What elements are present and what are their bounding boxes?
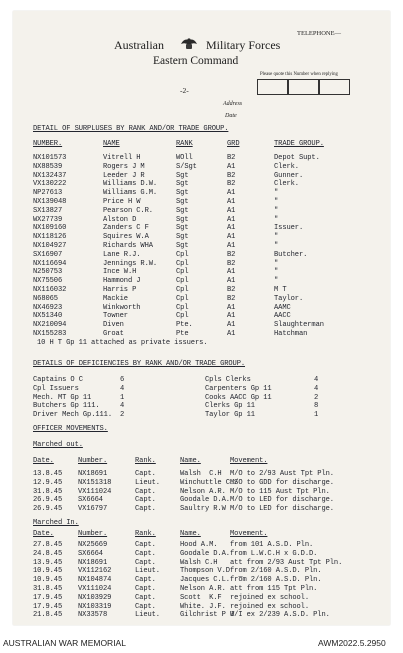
surpluses-rank-cell: Cpl xyxy=(176,303,189,312)
marched-out-rank-cell: Capt. xyxy=(135,505,156,514)
marched-in-col-rank: Rank. xyxy=(135,530,156,538)
marched-in-name-cell: Scott K.F xyxy=(180,593,222,602)
surpluses-number-cell: N68065 xyxy=(33,294,58,303)
deficiency-count: 2 xyxy=(120,411,125,420)
marched-in-movement-cell: from 2/160 A.S.D. Pln. xyxy=(230,567,322,576)
reference-box-1 xyxy=(257,79,288,95)
surpluses-grade-cell: B2 xyxy=(227,259,236,268)
marched-out-date-cell: 26.9.45 xyxy=(33,496,63,505)
surpluses-rank-cell: Cpl xyxy=(176,259,189,268)
deficiency-count: 8 xyxy=(314,402,319,411)
marched-in-col-movement: Movement. xyxy=(230,530,268,538)
surpluses-name-cell: Harris P xyxy=(103,286,137,294)
surpluses-rank-cell: Pte. xyxy=(176,321,193,330)
surpluses-rank-cell: Sgt xyxy=(176,206,189,215)
surpluses-trade-group-cell: " xyxy=(274,189,279,198)
marched-out-rank-cell: Capt. xyxy=(135,470,156,478)
address-label: Address xyxy=(223,101,243,107)
surpluses-number-cell: NX132437 xyxy=(33,171,67,180)
surpluses-note: 10 H T Gp 11 attached as private issuers. xyxy=(37,339,208,347)
surpluses-grade-cell: A1 xyxy=(227,162,236,171)
surpluses-grade-cell: A1 xyxy=(227,330,236,338)
deficiencies-heading: DETAILS OF DEFICIENCIES BY RANK AND/OR TRADE GROUP. xyxy=(33,360,246,368)
deficiency-label: Driver Mech Gp.111. xyxy=(33,411,112,420)
marched-in-rank-cell: Capt. xyxy=(135,549,156,558)
deficiency-label: Carpenters Gp 11 xyxy=(205,384,272,393)
marched-in-name-cell: Jacques C.L. xyxy=(180,576,230,585)
surpluses-trade-group-cell: " xyxy=(274,242,279,250)
surpluses-grade-cell: A1 xyxy=(227,224,236,233)
marched-out-movement-cell: M/O to LED for discharge. xyxy=(230,505,334,514)
surpluses-rank-cell: Sgt xyxy=(176,189,189,198)
marched-out-date-cell: 12.9.45 xyxy=(33,478,63,487)
surpluses-name-cell: Price H W xyxy=(103,198,141,206)
marched-in-rank-cell: Capt. xyxy=(135,585,156,593)
deficiency-count: 1 xyxy=(120,393,125,402)
surpluses-rank-cell: Sgt xyxy=(176,215,189,224)
surpluses-trade-group-cell: Hatchman xyxy=(274,330,308,338)
marched-in-date-cell: 10.9.45 xyxy=(33,567,63,576)
surpluses-name-cell: Zanders C F xyxy=(103,224,149,233)
marched-in-movement-cell: from L.W.C.H x G.D.D. xyxy=(230,549,318,558)
marched-out-movement-cell: M/O to 115 Aust Tpt Pln. xyxy=(230,487,330,496)
marched-in-rank-cell: Lieut. xyxy=(135,567,160,576)
surpluses-name-cell: Leeder J R xyxy=(103,171,145,180)
surpluses-grade-cell: A1 xyxy=(227,215,236,224)
marched-in-rank-cell: Capt. xyxy=(135,541,156,549)
surpluses-number-cell: NX75506 xyxy=(33,277,63,286)
surpluses-number-cell: VX130222 xyxy=(33,180,67,189)
surpluses-trade-group-cell: Gunner. xyxy=(274,171,304,180)
reference-box-3 xyxy=(319,79,350,95)
surpluses-name-cell: Mackie xyxy=(103,294,128,303)
surpluses-trade-group-cell: Issuer. xyxy=(274,224,304,233)
marched-in-col-number: Number. xyxy=(78,530,108,538)
surpluses-grade-cell: B2 xyxy=(227,154,236,162)
surpluses-trade-group-cell: Taylor. xyxy=(274,294,304,303)
deficiency-label: Butchers Gp 111. xyxy=(33,402,100,411)
marched-out-number-cell: SX6664 xyxy=(78,496,103,505)
marched-in-date-cell: 27.8.45 xyxy=(33,541,63,549)
surpluses-grade-cell: B2 xyxy=(227,180,236,189)
command-name: Eastern Command xyxy=(153,55,239,67)
marched-in-movement-cell: att from 115 Tpt Pln. xyxy=(230,585,318,593)
marched-out-heading: Marched out. xyxy=(33,441,83,449)
surpluses-number-cell: SX13827 xyxy=(33,206,63,215)
date-label: Date xyxy=(225,113,237,119)
marched-in-rank-cell: Capt. xyxy=(135,558,156,567)
marched-in-rank-cell: Capt. xyxy=(135,602,156,611)
marched-out-name-cell: Saultry R.W xyxy=(180,505,226,514)
surpluses-name-cell: Vitrell H xyxy=(103,154,141,162)
surpluses-trade-group-cell: " xyxy=(274,206,279,215)
surpluses-grade-cell: A1 xyxy=(227,206,236,215)
document-sheet xyxy=(13,11,390,625)
marched-in-movement-cell: W/I ex 2/239 A.S.D. Pln. xyxy=(230,611,330,620)
marched-in-movement-cell: fro̅m 2/160 A.S.D. Pln. xyxy=(230,576,322,585)
surpluses-name-cell: Williams G.M. xyxy=(103,189,158,198)
surpluses-number-cell: NX46923 xyxy=(33,303,63,312)
surpluses-grade-cell: A1 xyxy=(227,303,236,312)
marched-out-col-name: Name. xyxy=(180,457,201,465)
marched-in-col-date: Date. xyxy=(33,530,54,538)
marched-out-date-cell: 31.8.45 xyxy=(33,487,63,496)
surpluses-grade-cell: A1 xyxy=(227,198,236,206)
marched-in-movement-cell: rejoined ex school. xyxy=(230,602,309,611)
marched-in-heading: Marched In. xyxy=(33,519,79,527)
marched-out-number-cell: NX18691 xyxy=(78,470,108,478)
surpluses-rank-cell: Pte xyxy=(176,330,189,338)
surpluses-number-cell: NX116694 xyxy=(33,259,67,268)
surpluses-grade-cell: B2 xyxy=(227,286,236,294)
surpluses-number-cell: NP27613 xyxy=(33,189,63,198)
marched-out-date-cell: 26.9.45 xyxy=(33,505,63,514)
marched-out-movement-cell: M/O to GDD for discharge. xyxy=(230,478,334,487)
marched-in-name-cell: Walsh C.H xyxy=(180,558,218,567)
surpluses-name-cell: Pearson C.R. xyxy=(103,206,153,215)
deficiency-label: Cpls Clerks xyxy=(205,376,251,384)
footer-accession-number: AWM2022.5.2950 xyxy=(318,638,386,648)
surpluses-number-cell: NX116032 xyxy=(33,286,67,294)
surpluses-col-trade-group: TRADE GROUP. xyxy=(274,140,324,148)
surpluses-name-cell: Richards WHA xyxy=(103,242,153,250)
surpluses-number-cell: SX16907 xyxy=(33,250,63,259)
marched-out-rank-cell: Capt. xyxy=(135,496,156,505)
marched-in-date-cell: 21.8.45 xyxy=(33,611,63,620)
surpluses-name-cell: Groat xyxy=(103,330,124,338)
surpluses-rank-cell: Sgt xyxy=(176,171,189,180)
surpluses-rank-cell: Sgt xyxy=(176,224,189,233)
surpluses-trade-group-cell: Clerk. xyxy=(274,180,299,189)
surpluses-rank-cell: Cpl xyxy=(176,268,189,277)
surpluses-name-cell: Winkworth xyxy=(103,303,141,312)
org-name-right: Military Forces xyxy=(206,38,281,52)
surpluses-rank-cell: Sgt xyxy=(176,198,189,206)
marched-in-col-name: Name. xyxy=(180,530,201,538)
marched-in-number-cell: SX6664 xyxy=(78,549,103,558)
surpluses-trade-group-cell: " xyxy=(274,198,279,206)
surpluses-rank-cell: Cpl xyxy=(176,312,189,321)
marched-in-date-cell: 13.9.45 xyxy=(33,558,63,567)
surpluses-trade-group-cell: Depot Supt. xyxy=(274,154,320,162)
surpluses-grade-cell: B2 xyxy=(227,294,236,303)
surpluses-rank-cell: Cpl xyxy=(176,294,189,303)
surpluses-name-cell: Towner xyxy=(103,312,128,321)
surpluses-trade-group-cell: Butcher. xyxy=(274,250,308,259)
marched-in-number-cell: NX103319 xyxy=(78,602,112,611)
surpluses-number-cell: N250753 xyxy=(33,268,63,277)
surpluses-trade-group-cell: Slaughterman xyxy=(274,321,324,330)
surpluses-trade-group-cell: " xyxy=(274,233,279,242)
marched-in-name-cell: Goodale D.A. xyxy=(180,549,230,558)
surpluses-grade-cell: A1 xyxy=(227,312,236,321)
marched-out-col-rank: Rank. xyxy=(135,457,156,465)
coat-of-arms-icon xyxy=(179,37,199,51)
surpluses-name-cell: Alston D xyxy=(103,215,137,224)
marched-out-name-cell: Winchuttle C.S xyxy=(180,478,239,487)
surpluses-grade-cell: B2 xyxy=(227,171,236,180)
marched-out-rank-cell: Capt. xyxy=(135,487,156,496)
surpluses-col-name: NAME xyxy=(103,140,120,148)
surpluses-col-rank: RANK xyxy=(176,140,193,148)
surpluses-number-cell: NX139048 xyxy=(33,198,67,206)
marched-in-number-cell: NX103929 xyxy=(78,593,112,602)
marched-in-movement-cell: rejoined ex school. xyxy=(230,593,309,602)
deficiency-label: Mech. MT Gp 11 xyxy=(33,393,92,402)
marched-in-number-cell: VX111024 xyxy=(78,585,112,593)
surpluses-grade-cell: A1 xyxy=(227,233,236,242)
marched-in-number-cell: NX25669 xyxy=(78,541,108,549)
reference-box-2 xyxy=(288,79,319,95)
surpluses-grade-cell: A1 xyxy=(227,189,236,198)
marched-out-name-cell: Walsh C.H xyxy=(180,470,222,478)
deficiency-count: 4 xyxy=(314,384,319,393)
surpluses-rank-cell: Sgt xyxy=(176,242,189,250)
surpluses-number-cell: NX210094 xyxy=(33,321,67,330)
surpluses-number-cell: NX51340 xyxy=(33,312,63,321)
marched-out-col-number: Number. xyxy=(78,457,108,465)
surpluses-grade-cell: A1 xyxy=(227,242,236,250)
marched-out-col-movement: Movement. xyxy=(230,457,268,465)
surpluses-number-cell: NX101573 xyxy=(33,154,67,162)
surpluses-trade-group-cell: " xyxy=(274,277,279,286)
marched-out-name-cell: Goodale D.A. xyxy=(180,496,230,505)
marched-in-rank-cell: Capt. xyxy=(135,576,156,585)
surpluses-trade-group-cell: AACC xyxy=(274,312,291,321)
surpluses-trade-group-cell: " xyxy=(274,215,279,224)
marched-out-rank-cell: Lieut. xyxy=(135,478,160,487)
deficiency-label: Clerks Gp 11 xyxy=(205,402,255,411)
deficiency-label: Captains O C xyxy=(33,376,83,384)
surpluses-number-cell: NX88539 xyxy=(33,162,63,171)
marched-in-date-cell: 17.9.45 xyxy=(33,593,63,602)
deficiency-count: 2 xyxy=(314,393,319,402)
surpluses-heading: DETAIL OF SURPLUSES BY RANK AND/OR TRADE GROUP. xyxy=(33,125,229,133)
surpluses-trade-group-cell: " xyxy=(274,259,279,268)
quote-number-note: Please quote this Number when replying xyxy=(260,72,338,77)
surpluses-grade-cell: A1 xyxy=(227,321,236,330)
surpluses-grade-cell: B2 xyxy=(227,250,236,259)
marched-in-movement-cell: from 101 A.S.D. Pln. xyxy=(230,541,314,549)
deficiency-label: Cooks AACC Gp 11 xyxy=(205,393,272,402)
marched-out-name-cell: Nelson A.R. xyxy=(180,487,226,496)
marched-in-rank-cell: Capt. xyxy=(135,593,156,602)
marched-out-date-cell: 13.8.45 xyxy=(33,470,63,478)
surpluses-rank-cell: Cpl xyxy=(176,286,189,294)
surpluses-trade-group-cell: AAMC xyxy=(274,303,291,312)
marched-out-number-cell: NX151318 xyxy=(78,478,112,487)
marched-in-name-cell: Thompson V.D xyxy=(180,567,230,576)
surpluses-rank-cell: Sgt xyxy=(176,180,189,189)
deficiency-count: 6 xyxy=(120,376,125,384)
marched-in-number-cell: VX112162 xyxy=(78,567,112,576)
surpluses-name-cell: Diven xyxy=(103,321,124,330)
surpluses-name-cell: Squires W.A xyxy=(103,233,149,242)
surpluses-name-cell: Williams D.W. xyxy=(103,180,158,189)
marched-in-number-cell: NX104874 xyxy=(78,576,112,585)
marched-in-number-cell: NX18691 xyxy=(78,558,108,567)
surpluses-trade-group-cell: M T xyxy=(274,286,287,294)
marched-in-name-cell: White. J.F. xyxy=(180,602,226,611)
marched-in-date-cell: 24.8.45 xyxy=(33,549,63,558)
surpluses-rank-cell: Cpl xyxy=(176,250,189,259)
surpluses-rank-cell: WOll xyxy=(176,154,193,162)
deficiency-label: Taylor Gp 11 xyxy=(205,411,255,420)
deficiency-count: 1 xyxy=(314,411,319,420)
marched-in-name-cell: Gilchrist P J xyxy=(180,611,235,620)
surpluses-name-cell: Ince W.H xyxy=(103,268,137,277)
surpluses-name-cell: Jennings R.W. xyxy=(103,259,158,268)
deficiency-count: 4 xyxy=(314,376,319,384)
surpluses-grade-cell: A1 xyxy=(227,277,236,286)
surpluses-trade-group-cell: " xyxy=(274,268,279,277)
page-number: -2- xyxy=(180,86,189,95)
surpluses-number-cell: WX27739 xyxy=(33,215,63,224)
surpluses-trade-group-cell: Clerk. xyxy=(274,162,299,171)
marched-in-rank-cell: Lieut. xyxy=(135,611,160,620)
surpluses-number-cell: NX104927 xyxy=(33,242,67,250)
marched-out-number-cell: VX111024 xyxy=(78,487,112,496)
marched-in-name-cell: Hood A.M. xyxy=(180,541,218,549)
surpluses-col-number: NUMBER. xyxy=(33,140,63,148)
surpluses-number-cell: NX155283 xyxy=(33,330,67,338)
surpluses-grade-cell: A1 xyxy=(227,268,236,277)
org-name-left: Australian xyxy=(114,38,164,52)
deficiency-count: 4 xyxy=(120,402,125,411)
deficiency-label: Cpl Issuers xyxy=(33,384,79,393)
surpluses-rank-cell: Sgt xyxy=(176,233,189,242)
marched-in-date-cell: 31.8.45 xyxy=(33,585,63,593)
marched-out-number-cell: VX16797 xyxy=(78,505,108,514)
surpluses-name-cell: Rogers J M xyxy=(103,162,145,171)
surpluses-number-cell: NX118126 xyxy=(33,233,67,242)
footer-institution: AUSTRALIAN WAR MEMORIAL xyxy=(3,638,126,648)
surpluses-rank-cell: S/Sgt xyxy=(176,162,197,171)
telephone-label: TELEPHONE— xyxy=(297,30,342,37)
marched-in-date-cell: 10.9.45 xyxy=(33,576,63,585)
surpluses-number-cell: NX109160 xyxy=(33,224,67,233)
marched-in-name-cell: Nelson A.R. xyxy=(180,585,226,593)
movements-heading: OFFICER MOVEMENTS. xyxy=(33,425,108,433)
surpluses-col-grade: GRD xyxy=(227,140,240,148)
marched-out-movement-cell: M/O to 2/93 Aust Tpt Pln. xyxy=(230,470,334,478)
marched-out-movement-cell: M/O to LED for discharge. xyxy=(230,496,334,505)
marched-in-date-cell: 17.9.45 xyxy=(33,602,63,611)
marched-out-col-date: Date. xyxy=(33,457,54,465)
surpluses-name-cell: Hammond J xyxy=(103,277,141,286)
marched-in-number-cell: NX33578 xyxy=(78,611,108,620)
marched-in-movement-cell: att from 2/93 Aust Tpt Pln. xyxy=(230,558,343,567)
surpluses-name-cell: Lane R.J. xyxy=(103,250,141,259)
surpluses-rank-cell: Cpl xyxy=(176,277,189,286)
deficiency-count: 4 xyxy=(120,384,125,393)
